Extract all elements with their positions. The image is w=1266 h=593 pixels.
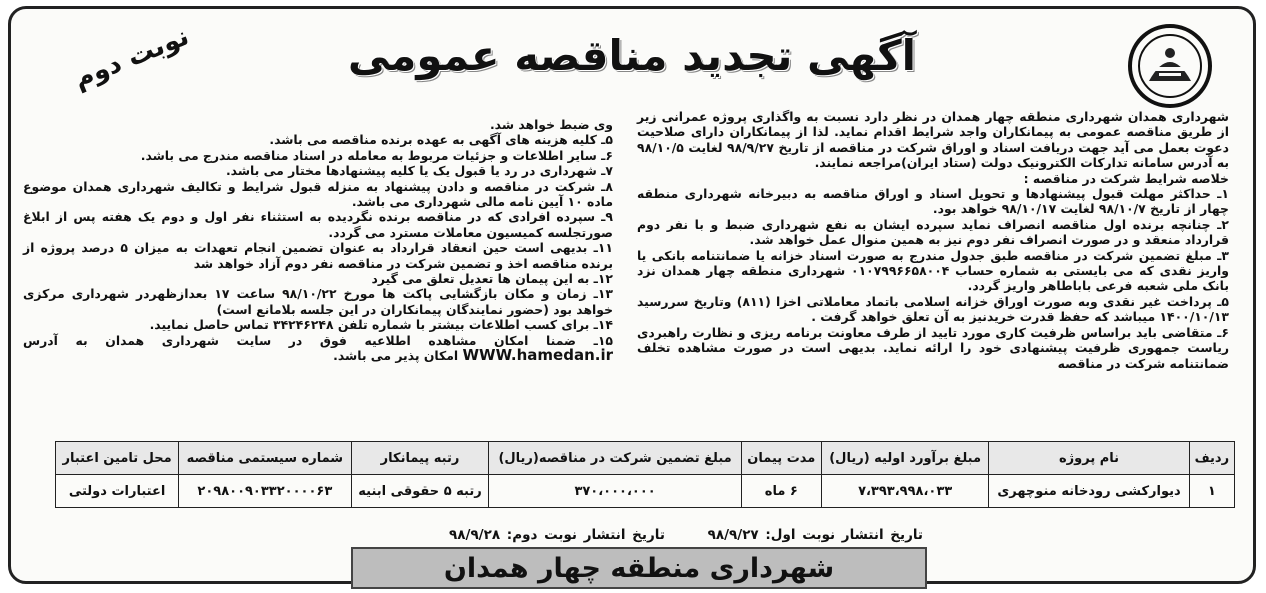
table-header-cell: نام پروژه	[989, 442, 1189, 475]
intro-paragraph: شهرداری همدان شهرداری منطقه چهار همدان در نظر دارد نسبت به واگذاری پروژه عمرانی زیر از طریق مناقصه عمومی به پیمانکاران واجد شرایط اقدام نماید. لذا از پیمانکاران دارای صلاحیت دعوت بعمل می آید جهت دریافت اسناد و اوراق شرکت در مناقصه از تاریخ ۹۸/۹/۲۷ لغایت ۹۸/۱۰/۵ به آدرس سامانه تدارکات الکترونیک دولت (ستاد ایران)مراجعه نمایند.	[637, 109, 1229, 171]
table-header-row	[56, 442, 1235, 475]
condition-item: ۳ـ مبلغ تضمین شرکت در مناقصه طبق جدول مندرج به صورت اسناد خزانه یا ضمانتنامه بانکی یا واریز نقدی که می بایستی به شماره حساب ۰۱۰۷۹۹۶۶۵۸۰۰۴ شهرداری منطقه چهار همدان نزد بانک ملی شعبه فرعی باباطاهر واریز گردد.	[637, 247, 1229, 294]
condition-item: ۱ـ حداکثر مهلت قبول پیشنهادها و تحویل اسناد و اوراق مناقصه به دبیرخانه شهرداری منطقه چهار از تاریخ ۹۸/۱۰/۷ لغایت ۹۸/۱۰/۱۷ خواهد بود.	[637, 186, 1229, 217]
condition-item: ۷ـ شهرداری در رد یا قبول یک یا کلیه پیشنهادها مختار می باشد.	[225, 163, 613, 179]
condition-item: وی ضبط خواهد شد.	[489, 117, 613, 132]
condition-item: ۱۳ـ زمان و مکان بازگشایی پاکت ها مورخ ۹۸/۱۰/۲۲ ساعت ۱۷ بعدازظهردر شهرداری مرکزی خواهد بود (حضور نمایندگان پیمانکاران در این جلسه بلامانع است)	[23, 286, 613, 317]
table-cell: ۳۷۰،۰۰۰،۰۰۰	[489, 475, 741, 508]
ad-frame	[8, 6, 1256, 584]
ad-title-text: آگهی تجدید مناقصه عمومی	[347, 31, 917, 80]
table-header-cell: مبلغ تضمین شرکت در مناقصه(ریال)	[489, 442, 741, 475]
condition-item: ۱۱ـ بدیهی است حین انعقاد قرارداد به عنوان تضمین انجام تعهدات به میزان ۵ درصد پروژه از برنده مناقصه اخذ و تضمین شرکت در مناقصه نفر دوم آزاد خواهد شد	[23, 240, 613, 271]
condition-item: ۸ـ شرکت در مناقصه و دادن پیشنهاد به منزله قبول شرایط و تکالیف شهرداری همدان موضوع ماده ۱۰ آیین نامه مالی شهرداری می باشد.	[23, 178, 613, 210]
table-cell: اعتبارات دولتی	[56, 475, 179, 508]
table-cell: رتبه ۵ حقوقی ابنیه	[351, 475, 489, 508]
condition-item: ۶ـ متقاضی باید براساس ظرفیت کاری مورد تایید از طرف معاونت برنامه ریزی و نظارت راهبردی ریاست جمهوری ظرفیت پیشنهادی خود را ارائه نماید. بدیهی است در صورت مشاهده تخلف ضمانتنامه شرکت در مناقصه	[637, 324, 1229, 371]
conditions-heading: خلاصه شرایط شرکت در مناقصه :	[1023, 170, 1229, 186]
body-left-column	[23, 117, 613, 364]
ad-title	[11, 31, 1253, 80]
condition-item: ۶ـ سایر اطلاعات و جزئیات مربوط به معامله در اسناد مناقصه مندرج می باشد.	[140, 147, 613, 163]
table-header-cell: محل تامین اعتبار	[56, 442, 179, 475]
footer-banner	[351, 547, 927, 589]
table-cell: دیوارکشی رودخانه منوچهری	[989, 475, 1189, 508]
table-header-cell: مدت پیمان	[741, 442, 821, 475]
table-row	[56, 475, 1235, 508]
table-cell: ۲۰۹۸۰۰۹۰۳۳۲۰۰۰۰۶۳	[179, 475, 351, 508]
condition-item: ۵ـ پرداخت غیر نقدی وبه صورت اوراق خزانه اسلامی باتماد معاملاتی اخزا (۸۱۱) وتاریخ سررسید ۱۴۰۰/۱۰/۱۳ میباشد که حفظ قدرت خریدنیز به آن تعلق خواهد گرفت .	[637, 293, 1229, 325]
condition-item: ۱۴ـ برای کسب اطلاعات بیشتر با شماره تلفن ۳۴۲۴۶۲۴۸ تماس حاصل نمایید.	[149, 317, 613, 333]
table-header-cell: شماره سیستمی مناقصه	[179, 442, 351, 475]
condition-item: ۹ـ سپرده افرادی که در مناقصه برنده نگردیده به استثناء نفر اول و دوم یک هفته پس از ابلاغ صورتجلسه کمیسیون معاملات مسترد می گردد.	[23, 209, 613, 240]
website-link[interactable]: WWW.hamedan.ir	[462, 346, 613, 365]
second-publish-date: تاریخ انتشار نوبت دوم: ۹۸/۹/۲۸	[449, 527, 665, 543]
table-header-cell: رتبه پیمانکار	[351, 442, 489, 475]
project-table	[55, 441, 1235, 508]
table-header-cell: ردیف	[1189, 442, 1234, 475]
website-sentence: ۱۵ـ ضمنا امکان مشاهده اطلاعیه فوق در سایت شهرداری همدان به آدرس	[23, 332, 613, 348]
condition-item: ۵ـ کلیه هزینه های آگهی به عهده برنده مناقصه می باشد.	[269, 132, 613, 148]
first-publish-date: تاریخ انتشار نوبت اول: ۹۸/۹/۲۷	[707, 527, 923, 543]
condition-item-website	[23, 333, 613, 364]
website-sentence-end: امکان پذیر می باشد.	[333, 348, 459, 364]
condition-item: ۲ـ چنانچه برنده اول مناقصه انصراف نماید سپرده ایشان به نفع شهرداری ضبط و با نفر دوم قرارداد منعقد و در صورت انصراف نفر دوم نیز به همین منوال عمل خواهد شد.	[637, 216, 1229, 248]
table-cell: ۶ ماه	[741, 475, 821, 508]
table-cell: ۱	[1189, 475, 1234, 508]
condition-item: ۱۲ـ به این پیمان ها تعدیل تعلق می گیرد	[371, 271, 613, 287]
body-right-column	[637, 109, 1229, 371]
table-cell: ۷،۳۹۳،۹۹۸،۰۳۳	[821, 475, 988, 508]
table-header-cell: مبلغ برآورد اولیه (ریال)	[821, 442, 988, 475]
publish-dates	[413, 527, 923, 543]
footer-text: شهرداری منطقه چهار همدان	[443, 552, 835, 584]
round-label: نوبت دوم	[69, 21, 194, 95]
